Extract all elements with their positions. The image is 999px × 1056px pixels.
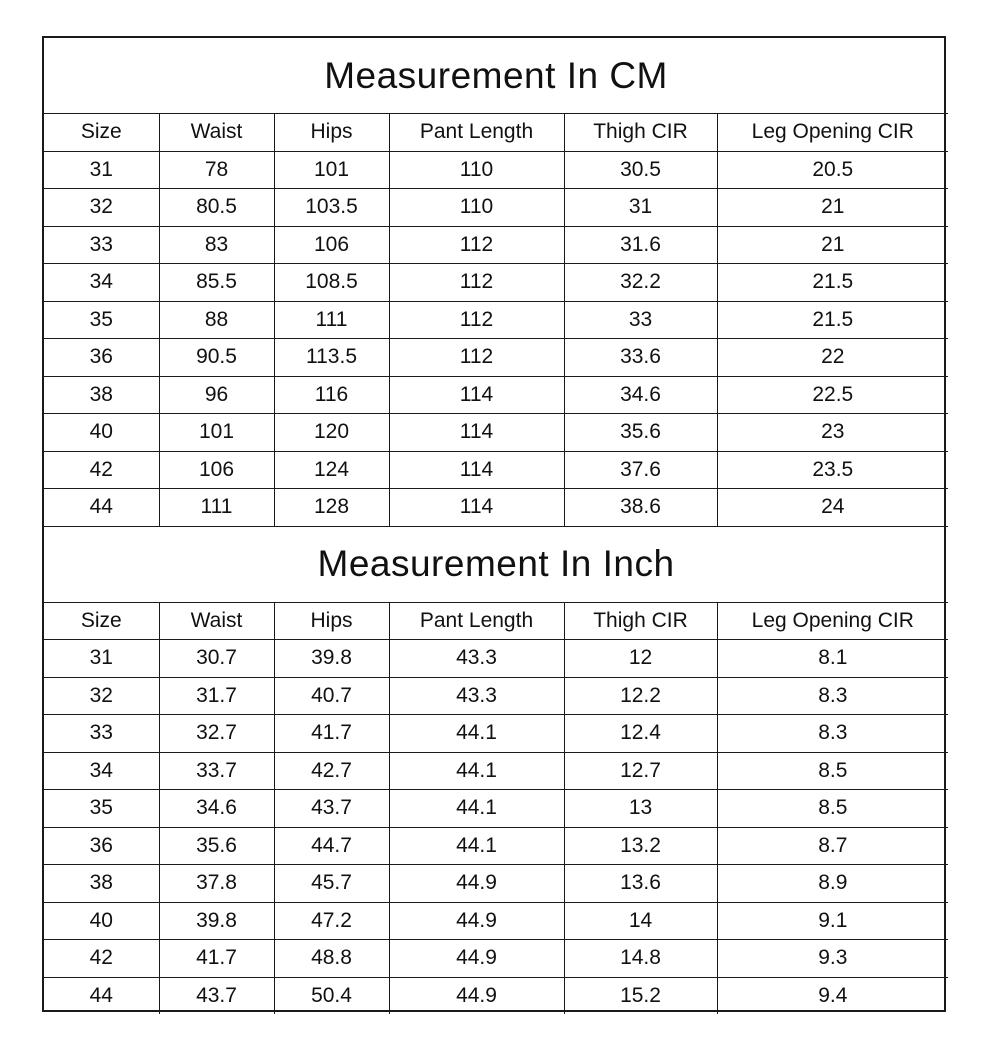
cell-thigh-cir: 31.6 (564, 226, 717, 264)
cell-leg-opening-cir: 21.5 (717, 264, 948, 302)
inch-title-row (44, 526, 948, 602)
cell-waist: 78 (159, 151, 274, 189)
table-row (44, 226, 948, 264)
cell-thigh-cir: 13.6 (564, 865, 717, 903)
cell-hips: 113.5 (274, 339, 389, 377)
cell-hips: 45.7 (274, 865, 389, 903)
table-row (44, 715, 948, 753)
table-row (44, 414, 948, 452)
cell-thigh-cir: 14 (564, 902, 717, 940)
column-header-size: Size (44, 114, 159, 152)
cell-size: 38 (44, 376, 159, 414)
inch-header-row (44, 602, 948, 640)
cell-size: 35 (44, 790, 159, 828)
cell-pant-length: 44.1 (389, 827, 564, 865)
column-header-leg-opening-cir: Leg Opening CIR (717, 114, 948, 152)
cell-leg-opening-cir: 22.5 (717, 376, 948, 414)
cell-waist: 101 (159, 414, 274, 452)
cell-thigh-cir: 31 (564, 189, 717, 227)
cell-leg-opening-cir: 9.4 (717, 977, 948, 1014)
column-header-hips: Hips (274, 114, 389, 152)
cell-pant-length: 114 (389, 414, 564, 452)
cell-hips: 50.4 (274, 977, 389, 1014)
table-row (44, 339, 948, 377)
cell-size: 33 (44, 715, 159, 753)
cell-leg-opening-cir: 8.5 (717, 790, 948, 828)
cell-size: 44 (44, 977, 159, 1014)
cell-waist: 85.5 (159, 264, 274, 302)
cell-pant-length: 44.9 (389, 902, 564, 940)
column-header-thigh-cir: Thigh CIR (564, 602, 717, 640)
cell-hips: 101 (274, 151, 389, 189)
cell-size: 42 (44, 451, 159, 489)
cell-waist: 34.6 (159, 790, 274, 828)
cell-pant-length: 110 (389, 151, 564, 189)
cell-leg-opening-cir: 8.1 (717, 640, 948, 678)
cell-leg-opening-cir: 23.5 (717, 451, 948, 489)
cell-waist: 83 (159, 226, 274, 264)
cm-title-row (44, 38, 948, 114)
cell-hips: 116 (274, 376, 389, 414)
cell-size: 33 (44, 226, 159, 264)
cell-hips: 48.8 (274, 940, 389, 978)
cell-waist: 39.8 (159, 902, 274, 940)
cell-waist: 43.7 (159, 977, 274, 1014)
cell-hips: 120 (274, 414, 389, 452)
cell-hips: 41.7 (274, 715, 389, 753)
cell-size: 31 (44, 640, 159, 678)
cell-thigh-cir: 33 (564, 301, 717, 339)
cm-section-title: Measurement In CM (44, 38, 948, 114)
table-row (44, 640, 948, 678)
cell-size: 44 (44, 489, 159, 527)
cell-thigh-cir: 33.6 (564, 339, 717, 377)
cell-waist: 41.7 (159, 940, 274, 978)
table-row (44, 189, 948, 227)
cell-pant-length: 44.1 (389, 790, 564, 828)
cell-leg-opening-cir: 21 (717, 226, 948, 264)
cell-pant-length: 44.1 (389, 752, 564, 790)
cell-waist: 96 (159, 376, 274, 414)
cell-size: 36 (44, 827, 159, 865)
cell-leg-opening-cir: 20.5 (717, 151, 948, 189)
size-chart (42, 36, 946, 1012)
cell-pant-length: 112 (389, 226, 564, 264)
cell-pant-length: 114 (389, 451, 564, 489)
cell-waist: 106 (159, 451, 274, 489)
cell-pant-length: 43.3 (389, 640, 564, 678)
cell-leg-opening-cir: 23 (717, 414, 948, 452)
cell-hips: 103.5 (274, 189, 389, 227)
cell-size: 35 (44, 301, 159, 339)
inch-section-title: Measurement In Inch (44, 526, 948, 602)
cell-thigh-cir: 12.4 (564, 715, 717, 753)
cell-leg-opening-cir: 8.9 (717, 865, 948, 903)
table-row (44, 301, 948, 339)
column-header-leg-opening-cir: Leg Opening CIR (717, 602, 948, 640)
cell-leg-opening-cir: 8.3 (717, 677, 948, 715)
column-header-thigh-cir: Thigh CIR (564, 114, 717, 152)
cell-hips: 40.7 (274, 677, 389, 715)
column-header-pant-length: Pant Length (389, 602, 564, 640)
cell-hips: 111 (274, 301, 389, 339)
cell-pant-length: 112 (389, 264, 564, 302)
column-header-waist: Waist (159, 602, 274, 640)
cell-waist: 111 (159, 489, 274, 527)
table-row (44, 752, 948, 790)
cell-leg-opening-cir: 8.5 (717, 752, 948, 790)
cell-size: 40 (44, 414, 159, 452)
cell-thigh-cir: 15.2 (564, 977, 717, 1014)
cell-waist: 32.7 (159, 715, 274, 753)
cell-thigh-cir: 30.5 (564, 151, 717, 189)
cell-size: 42 (44, 940, 159, 978)
cell-waist: 37.8 (159, 865, 274, 903)
cell-hips: 108.5 (274, 264, 389, 302)
table-row (44, 940, 948, 978)
cell-pant-length: 44.9 (389, 940, 564, 978)
size-chart-table (44, 38, 948, 1014)
cell-hips: 44.7 (274, 827, 389, 865)
cell-pant-length: 110 (389, 189, 564, 227)
table-row (44, 902, 948, 940)
cell-thigh-cir: 38.6 (564, 489, 717, 527)
table-row (44, 451, 948, 489)
cell-thigh-cir: 13 (564, 790, 717, 828)
cell-size: 34 (44, 264, 159, 302)
cm-header-row (44, 114, 948, 152)
cell-hips: 106 (274, 226, 389, 264)
cell-pant-length: 44.9 (389, 865, 564, 903)
cell-hips: 47.2 (274, 902, 389, 940)
table-row (44, 264, 948, 302)
cell-waist: 31.7 (159, 677, 274, 715)
table-row (44, 827, 948, 865)
cell-thigh-cir: 12.7 (564, 752, 717, 790)
cell-pant-length: 112 (389, 339, 564, 377)
cell-pant-length: 114 (389, 489, 564, 527)
cell-leg-opening-cir: 24 (717, 489, 948, 527)
cell-hips: 43.7 (274, 790, 389, 828)
cell-pant-length: 44.1 (389, 715, 564, 753)
cell-hips: 124 (274, 451, 389, 489)
cell-hips: 42.7 (274, 752, 389, 790)
cell-leg-opening-cir: 9.1 (717, 902, 948, 940)
cell-waist: 88 (159, 301, 274, 339)
table-row (44, 790, 948, 828)
cell-pant-length: 114 (389, 376, 564, 414)
cell-waist: 90.5 (159, 339, 274, 377)
cell-size: 38 (44, 865, 159, 903)
cell-size: 40 (44, 902, 159, 940)
column-header-hips: Hips (274, 602, 389, 640)
cell-waist: 33.7 (159, 752, 274, 790)
table-row (44, 865, 948, 903)
cell-thigh-cir: 12 (564, 640, 717, 678)
cell-pant-length: 44.9 (389, 977, 564, 1014)
cell-thigh-cir: 32.2 (564, 264, 717, 302)
cell-leg-opening-cir: 21 (717, 189, 948, 227)
cell-hips: 128 (274, 489, 389, 527)
cell-size: 36 (44, 339, 159, 377)
cell-leg-opening-cir: 9.3 (717, 940, 948, 978)
table-row (44, 677, 948, 715)
table-row (44, 489, 948, 527)
cell-waist: 30.7 (159, 640, 274, 678)
cell-thigh-cir: 12.2 (564, 677, 717, 715)
table-row (44, 151, 948, 189)
table-row (44, 376, 948, 414)
table-row (44, 977, 948, 1014)
cell-leg-opening-cir: 8.7 (717, 827, 948, 865)
column-header-pant-length: Pant Length (389, 114, 564, 152)
cell-pant-length: 112 (389, 301, 564, 339)
cell-thigh-cir: 37.6 (564, 451, 717, 489)
cell-size: 32 (44, 677, 159, 715)
cell-thigh-cir: 14.8 (564, 940, 717, 978)
cell-thigh-cir: 13.2 (564, 827, 717, 865)
cell-size: 31 (44, 151, 159, 189)
cell-waist: 80.5 (159, 189, 274, 227)
column-header-size: Size (44, 602, 159, 640)
cell-waist: 35.6 (159, 827, 274, 865)
column-header-waist: Waist (159, 114, 274, 152)
cell-thigh-cir: 34.6 (564, 376, 717, 414)
cell-size: 34 (44, 752, 159, 790)
cell-leg-opening-cir: 22 (717, 339, 948, 377)
cell-thigh-cir: 35.6 (564, 414, 717, 452)
cell-leg-opening-cir: 21.5 (717, 301, 948, 339)
cell-size: 32 (44, 189, 159, 227)
cell-pant-length: 43.3 (389, 677, 564, 715)
cell-leg-opening-cir: 8.3 (717, 715, 948, 753)
cell-hips: 39.8 (274, 640, 389, 678)
